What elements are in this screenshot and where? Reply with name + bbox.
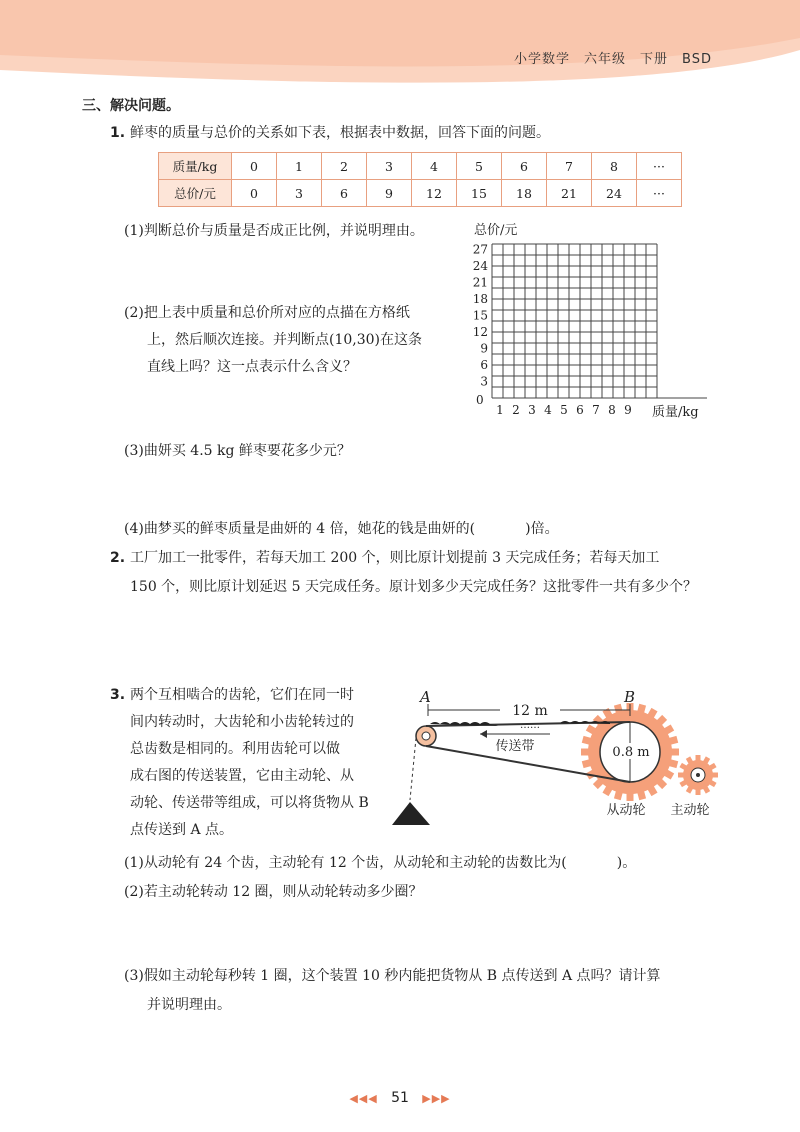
x-tick-label: 5 xyxy=(560,403,568,417)
x-tick-label: 2 xyxy=(512,403,520,417)
y-tick-label: 6 xyxy=(480,357,488,372)
conveyor-diagram xyxy=(380,680,730,830)
q2-number: 2. xyxy=(110,550,126,566)
table-cell: 8 xyxy=(592,153,637,180)
q1-text: 鲜枣的质量与总价的关系如下表，根据表中数据，回答下面的问题。 xyxy=(130,125,550,141)
label-b: B xyxy=(624,688,636,706)
x-tick-label: 6 xyxy=(576,403,584,417)
x-tick-label: 7 xyxy=(592,403,600,417)
table-row-price xyxy=(159,180,682,207)
table-cell: 21 xyxy=(547,180,592,207)
q3-part3-line1: (3)假如主动轮每秒转 1 圈，这个装置 10 秒内能把货物从 B 点传送到 A 点吗？请计算 xyxy=(124,968,661,984)
x-tick-label: 4 xyxy=(544,403,552,417)
y-tick-label: 24 xyxy=(472,258,488,273)
y-tick-label: 3 xyxy=(480,374,488,389)
table-row-mass xyxy=(159,153,682,180)
q2-line2: 150 个，则比原计划延迟 5 天完成任务。原计划多少天完成任务？这批零件一共有多少个？ xyxy=(130,579,697,595)
table-cell: 3 xyxy=(367,153,412,180)
y-tick-label: 18 xyxy=(472,291,488,306)
q2-line1: 工厂加工一批零件，若每天加工 200 个，则比原计划提前 3 天完成任务；若每天加工 xyxy=(130,550,660,566)
distance-dots: …… xyxy=(520,720,540,731)
table-cell: 1 xyxy=(277,153,322,180)
q1-part4-text-b: )倍。 xyxy=(525,521,559,537)
page-footer xyxy=(0,1090,800,1106)
q3-line6: 点传送到 A 点。 xyxy=(130,822,234,838)
q3-line1: 两个互相啮合的齿轮，它们在同一时 xyxy=(130,687,354,703)
q1-part4-text-a: (4)曲梦买的鲜枣质量是曲妍的 4 倍，她花的钱是曲妍的( xyxy=(124,521,476,537)
table-cell: 9 xyxy=(367,180,412,207)
q3-line5: 动轮、传送带等组成，可以将货物从 B xyxy=(130,795,369,811)
x-tick-label: 1 xyxy=(496,403,504,417)
x-tick-label: 8 xyxy=(608,403,616,417)
y-tick-label: 15 xyxy=(472,308,488,323)
q1-part2-line2: 上，然后顺次连接。并判断点(10,30)在这条 xyxy=(147,332,423,348)
table-cell: 3 xyxy=(277,180,322,207)
y-tick-label: 27 xyxy=(472,242,488,257)
q3-part3-line2: 并说明理由。 xyxy=(147,997,231,1013)
table-cell: 24 xyxy=(592,180,637,207)
table-cell: 4 xyxy=(412,153,457,180)
table-cell: 0 xyxy=(232,180,277,207)
page-number: 51 xyxy=(391,1090,409,1106)
section-title: 三、解决问题。 xyxy=(82,98,180,114)
x-tick-label: 3 xyxy=(528,403,536,417)
y-tick-label: 12 xyxy=(472,324,488,339)
q3-part2: (2)若主动轮转动 12 圈，则从动轮转动多少圈？ xyxy=(124,884,423,900)
price-table xyxy=(158,152,682,207)
label-a: A xyxy=(420,688,431,706)
table-cell: 12 xyxy=(412,180,457,207)
q3-part1-text-a: (1)从动轮有 24 个齿，主动轮有 12 个齿，从动轮和主动轮的齿数比为( xyxy=(124,855,567,871)
prev-arrows-icon: ◀◀◀ xyxy=(349,1092,378,1105)
q1-part1: (1)判断总价与质量是否成正比例，并说明理由。 xyxy=(124,223,424,239)
q1-part3: (3)曲妍买 4.5 kg 鲜枣要花多少元？ xyxy=(124,443,351,459)
q3-part1-text-b: )。 xyxy=(616,855,637,871)
driven-wheel-label: 从动轮 xyxy=(606,803,646,818)
table-header-price: 总价/元 xyxy=(159,180,232,207)
q1-number: 1. xyxy=(110,125,126,141)
q1-part4 xyxy=(124,518,559,540)
grid-x-label: 质量/kg xyxy=(652,405,699,420)
grid-origin: 0 xyxy=(476,393,484,407)
table-cell: 18 xyxy=(502,180,547,207)
q3-line3: 总齿数是相同的。利用齿轮可以做 xyxy=(130,741,340,757)
table-cell: 6 xyxy=(502,153,547,180)
driving-gear xyxy=(678,755,718,795)
belt-label: 传送带 xyxy=(495,739,535,754)
driving-wheel-label: 主动轮 xyxy=(670,803,710,818)
y-tick-label: 21 xyxy=(472,275,488,290)
table-cell: ··· xyxy=(637,180,682,207)
q3-line4: 成右图的传送装置，它由主动轮、从 xyxy=(130,768,354,784)
next-arrows-icon: ▶▶▶ xyxy=(422,1092,451,1105)
x-tick-label: 9 xyxy=(624,403,632,417)
q1-part2-line1: (2)把上表中质量和总价所对应的点描在方格纸 xyxy=(124,305,410,321)
q3-line2: 间内转动时，大齿轮和小齿轮转过的 xyxy=(130,714,354,730)
table-cell: 7 xyxy=(547,153,592,180)
table-cell: 5 xyxy=(457,153,502,180)
table-header-mass: 质量/kg xyxy=(159,153,232,180)
q1-part2-line3: 直线上吗？这一点表示什么含义？ xyxy=(147,359,357,375)
table-cell: 2 xyxy=(322,153,367,180)
table-cell: 15 xyxy=(457,180,502,207)
diameter-label: 0.8 m xyxy=(612,745,650,760)
q3-number: 3. xyxy=(110,687,126,703)
table-cell: 0 xyxy=(232,153,277,180)
table-cell: 6 xyxy=(322,180,367,207)
y-tick-label: 9 xyxy=(480,341,488,356)
table-cell: ··· xyxy=(637,153,682,180)
q3-part1 xyxy=(124,852,636,874)
distance-label: 12 m xyxy=(512,703,548,719)
header-title: 小学数学 六年级 下册 BSD xyxy=(514,52,712,67)
grid-y-label: 总价/元 xyxy=(474,223,518,238)
coordinate-grid[interactable] xyxy=(440,218,730,423)
